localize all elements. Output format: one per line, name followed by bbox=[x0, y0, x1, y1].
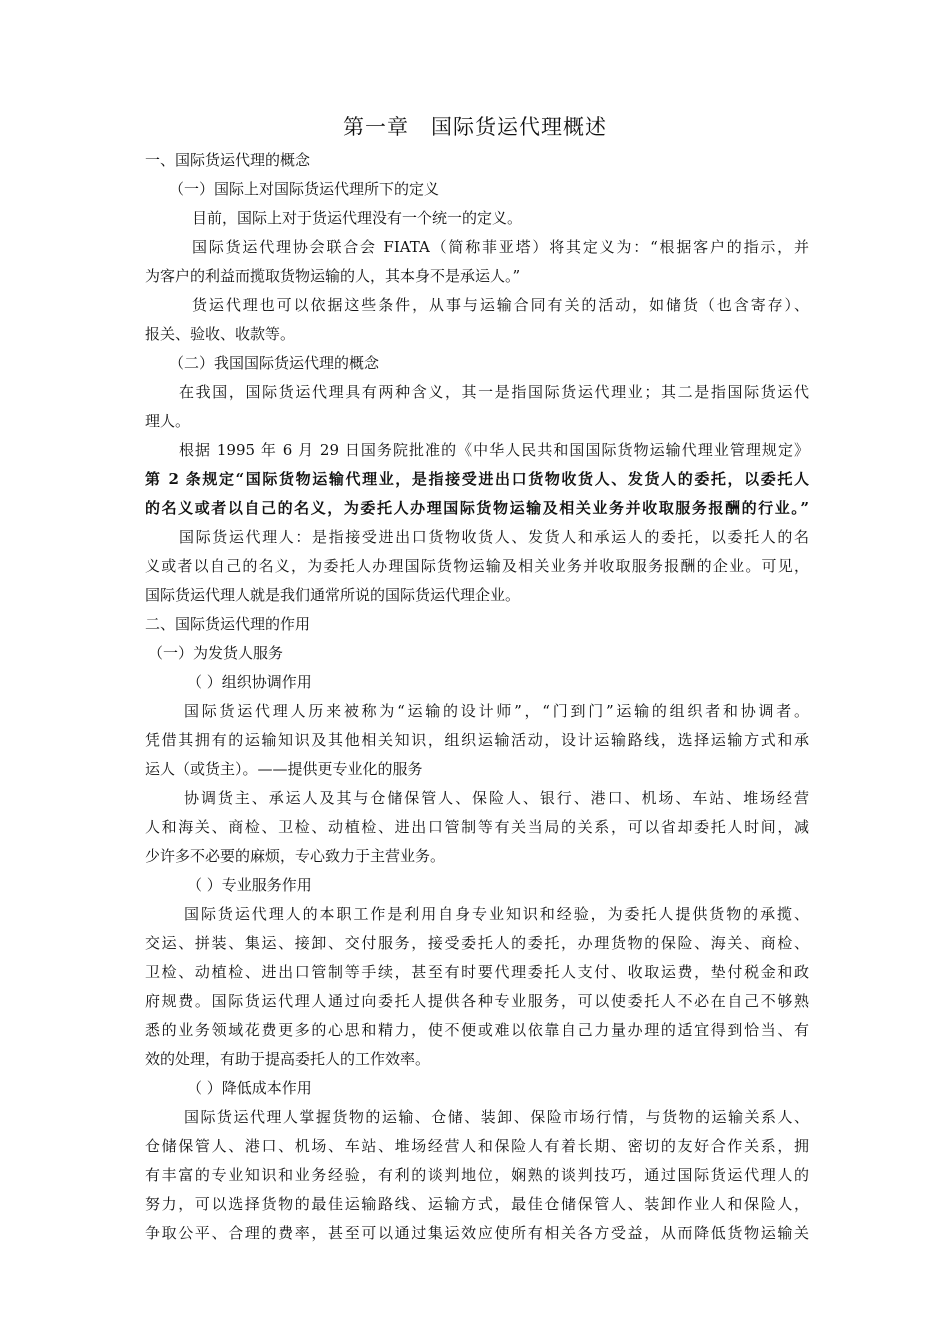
paragraph-line: 卫检、动植检、进出口管制等手续，甚至有时要代理委托人支付、收取运费，垫付税金和政 bbox=[145, 963, 809, 981]
quoted-regulation-line: 的名义或者以自己的名义，为委托人办理国际货物运输及相关业务并收取服务报酬的行业。” bbox=[145, 499, 809, 517]
paragraph-line: 悉的业务领域花费更多的心思和精力，使不便或难以依靠自己力量办理的适宜得到恰当、有 bbox=[145, 1021, 809, 1039]
paragraph-line: 为客户的利益而揽取货物运输的人，其本身不是承运人。” bbox=[145, 267, 521, 285]
paragraph-line: 在我国，国际货运代理具有两种含义，其一是指国际货运代理业；其二是指国际货运代 bbox=[179, 383, 809, 401]
paragraph-line: 国际货运代理人掌握货物的运输、仓储、装卸、保险市场行情，与货物的运输关系人、 bbox=[184, 1108, 809, 1126]
subsection-heading: （一）为发货人服务 bbox=[148, 644, 284, 662]
paragraph-line: 努力，可以选择货物的最佳运输路线、运输方式，最佳仓储保管人、装卸作业人和保险人， bbox=[145, 1195, 809, 1213]
paragraph-line: 效的处理，有助于提高委托人的工作效率。 bbox=[145, 1050, 431, 1068]
paragraph-line: 凭借其拥有的运输知识及其他相关知识，组织运输活动，设计运输路线，选择运输方式和承 bbox=[145, 731, 809, 749]
paragraph-line: 国际货运代理人就是我们通常所说的国际货运代理企业。 bbox=[145, 586, 521, 604]
document-body bbox=[145, 146, 809, 1248]
paragraph-line: 人和海关、商检、卫检、动植检、进出口管制等有关当局的关系，可以省却委托人时间，减 bbox=[145, 818, 809, 836]
paragraph-line: 目前，国际上对于货运代理没有一个统一的定义。 bbox=[192, 209, 523, 227]
quoted-regulation-line: 第 2 条规定“国际货物运输代理业，是指接受进出口货物收货人、发货人的委托，以委托人 bbox=[145, 470, 809, 488]
paragraph-line: 国际货运代理人：是指接受进出口货物收货人、发货人和承运人的委托，以委托人的名 bbox=[179, 528, 809, 546]
paragraph-line: 报关、验收、收款等。 bbox=[145, 325, 296, 343]
item-heading: （ ）专业服务作用 bbox=[187, 876, 312, 894]
item-heading: （ ）降低成本作用 bbox=[187, 1079, 312, 1097]
paragraph-line: 理人。 bbox=[145, 412, 191, 430]
paragraph-line: 国际货运代理协会联合会 FIATA（简称菲亚塔）将其定义为：“根据客户的指示，并 bbox=[192, 238, 809, 256]
section-heading: 一、国际货运代理的概念 bbox=[145, 151, 311, 169]
subsection-heading: （二）我国国际货运代理的概念 bbox=[169, 354, 380, 372]
paragraph-line: 府规费。国际货运代理人通过向委托人提供各种专业服务，可以使委托人不必在自己不够熟 bbox=[145, 992, 809, 1010]
paragraph-line: 义或者以自己的名义，为委托人办理国际货物运输及相关业务并收取服务报酬的企业。可见， bbox=[145, 557, 809, 575]
paragraph-line: 协调货主、承运人及其与仓储保管人、保险人、银行、港口、机场、车站、堆场经营 bbox=[184, 789, 809, 807]
paragraph-line: 国际货运代理人的本职工作是利用自身专业知识和经验，为委托人提供货物的承揽、 bbox=[184, 905, 809, 923]
paragraph-line: 国际货运代理人历来被称为“运输的设计师”，“门到门”运输的组织者和协调者。 bbox=[184, 702, 809, 720]
chapter-title: 第一章 国际货运代理概述 bbox=[343, 115, 607, 139]
subsection-heading: （一）国际上对国际货运代理所下的定义 bbox=[169, 180, 440, 198]
paragraph-line: 争取公平、合理的费率，甚至可以通过集运效应使所有相关各方受益，从而降低货物运输关 bbox=[145, 1224, 809, 1242]
paragraph-line: 有丰富的专业知识和业务经验，有利的谈判地位，娴熟的谈判技巧，通过国际货运代理人的 bbox=[145, 1166, 809, 1184]
section-heading: 二、国际货运代理的作用 bbox=[145, 615, 311, 633]
paragraph-line: 交运、拼装、集运、接卸、交付服务，接受委托人的委托，办理货物的保险、海关、商检、 bbox=[145, 934, 809, 952]
paragraph-line: 运人（或货主）。——提供更专业化的服务 bbox=[145, 760, 423, 778]
paragraph-line: 少许多不必要的麻烦，专心致力于主营业务。 bbox=[145, 847, 446, 865]
paragraph-line: 仓储保管人、港口、机场、车站、堆场经营人和保险人有着长期、密切的友好合作关系，拥 bbox=[145, 1137, 809, 1155]
paragraph-line: 根据 1995 年 6 月 29 日国务院批准的《中华人民共和国国际货物运输代理业管理规定》 bbox=[179, 441, 809, 459]
paragraph-line: 货运代理也可以依据这些条件，从事与运输合同有关的活动，如储货（也含寄存）、 bbox=[192, 296, 809, 314]
item-heading: （ ）组织协调作用 bbox=[187, 673, 312, 691]
